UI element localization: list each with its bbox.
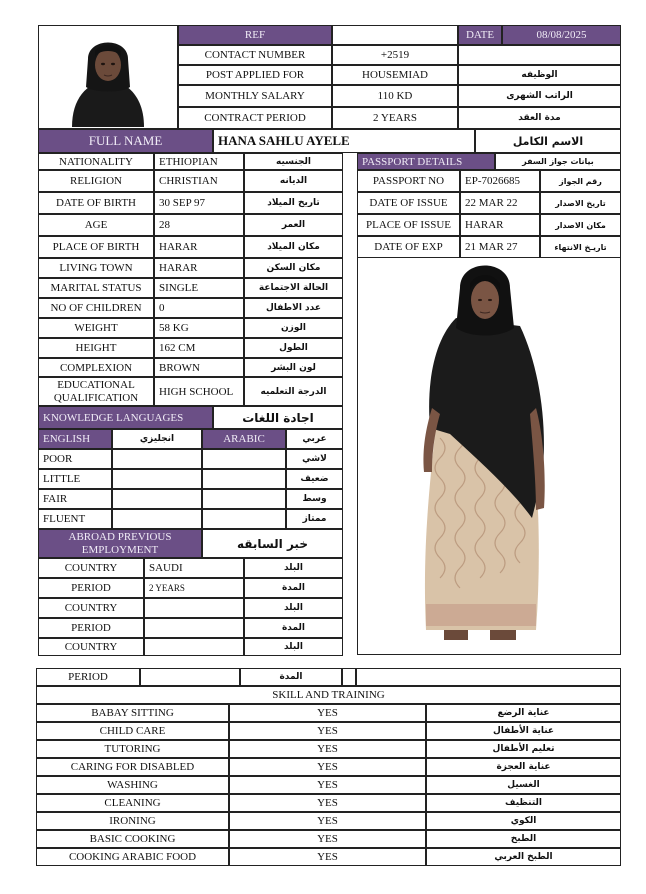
skill-arabic: عناية الأطفال <box>426 722 621 740</box>
skill-value: YES <box>229 776 426 794</box>
date-label: DATE <box>458 25 502 45</box>
header-row-value: 110 KD <box>332 85 458 107</box>
languages-label: KNOWLEDGE LANGUAGES <box>38 406 213 429</box>
personal-arabic: الجنسيه <box>244 153 343 170</box>
arabic-label: ARABIC <box>202 429 286 449</box>
table-cell <box>342 668 356 686</box>
language-level-arabic <box>202 449 286 469</box>
personal-label: DATE OF BIRTH <box>38 192 154 214</box>
header-row-arabic: مدة العقد <box>458 107 621 129</box>
arabic-arabic: عربي <box>286 429 343 449</box>
language-level-label: POOR <box>38 449 112 469</box>
language-level-ar: وسط <box>286 489 343 509</box>
passport-row-arabic: رقم الجواز <box>540 170 621 192</box>
personal-label: HEIGHT <box>38 338 154 358</box>
personal-value: CHRISTIAN <box>154 170 244 192</box>
language-level-ar: ضعيف <box>286 469 343 489</box>
skill-label: BASIC COOKING <box>36 830 229 848</box>
employment-row-label: COUNTRY <box>38 598 144 618</box>
language-level-ar: ممتاز <box>286 509 343 529</box>
employment-row-label: COUNTRY <box>38 558 144 578</box>
employment-row-value <box>144 618 244 638</box>
personal-value: 0 <box>154 298 244 318</box>
header-row-arabic: الوظيفه <box>458 65 621 85</box>
language-level-label: FLUENT <box>38 509 112 529</box>
skill-label: CHILD CARE <box>36 722 229 740</box>
personal-arabic: العمر <box>244 214 343 236</box>
personal-value: 28 <box>154 214 244 236</box>
skill-value: YES <box>229 758 426 776</box>
personal-value: BROWN <box>154 358 244 377</box>
employment-row-arabic: البلد <box>244 638 343 656</box>
employment-row-label: COUNTRY <box>38 638 144 656</box>
skill-arabic: التنظيف <box>426 794 621 812</box>
passport-row-arabic: تاريـخ الانتهاء <box>540 236 621 258</box>
personal-label: AGE <box>38 214 154 236</box>
passport-arabic: بيانات جواز السفر <box>495 153 621 170</box>
personal-value: HARAR <box>154 236 244 258</box>
employment-row-arabic: المدة <box>240 668 342 686</box>
personal-arabic: الطول <box>244 338 343 358</box>
personal-label: LIVING TOWN <box>38 258 154 278</box>
header-row-value: HOUSEMIAD <box>332 65 458 85</box>
language-level-english <box>112 449 202 469</box>
skill-label: CLEANING <box>36 794 229 812</box>
full-name-arabic: الاسم الكامل <box>475 129 621 153</box>
date-value: 08/08/2025 <box>502 25 621 45</box>
employment-row-label: PERIOD <box>36 668 140 686</box>
skill-value: YES <box>229 704 426 722</box>
employment-row-arabic: البلد <box>244 598 343 618</box>
skill-arabic: الطبخ <box>426 830 621 848</box>
personal-arabic: الوزن <box>244 318 343 338</box>
employment-arabic: خبر السابقه <box>202 529 343 558</box>
personal-value: SINGLE <box>154 278 244 298</box>
employment-row-value: SAUDI <box>144 558 244 578</box>
personal-arabic: الديانه <box>244 170 343 192</box>
personal-value: 162 CM <box>154 338 244 358</box>
skill-label: IRONING <box>36 812 229 830</box>
full-name-label: FULL NAME <box>38 129 213 153</box>
header-row-label: CONTRACT PERIOD <box>178 107 332 129</box>
personal-label: WEIGHT <box>38 318 154 338</box>
passport-label: PASSPORT DETAILS <box>357 153 495 170</box>
personal-arabic: تاريخ الميلاد <box>244 192 343 214</box>
personal-label: MARITAL STATUS <box>38 278 154 298</box>
skill-value: YES <box>229 812 426 830</box>
full-name-value: HANA SAHLU AYELE <box>213 129 475 153</box>
employment-row-label: PERIOD <box>38 578 144 598</box>
employment-row-label: PERIOD <box>38 618 144 638</box>
passport-row-label: DATE OF EXP <box>357 236 460 258</box>
skill-label: COOKING ARABIC FOOD <box>36 848 229 866</box>
passport-row-label: PLACE OF ISSUE <box>357 214 460 236</box>
personal-arabic: مكان السكن <box>244 258 343 278</box>
personal-label: NO OF CHILDREN <box>38 298 154 318</box>
personal-label: RELIGION <box>38 170 154 192</box>
skill-label: WASHING <box>36 776 229 794</box>
skills-title: SKILL AND TRAINING <box>36 686 621 704</box>
portrait-photo <box>58 27 158 127</box>
skill-label: TUTORING <box>36 740 229 758</box>
employment-row-arabic: المدة <box>244 618 343 638</box>
skill-value: YES <box>229 722 426 740</box>
language-level-english <box>112 509 202 529</box>
personal-value: 30 SEP 97 <box>154 192 244 214</box>
passport-row-label: PASSPORT NO <box>357 170 460 192</box>
header-row-arabic: الراتب الشهرى <box>458 85 621 107</box>
passport-row-value: EP-7026685 <box>460 170 540 192</box>
personal-arabic: عدد الاطفال <box>244 298 343 318</box>
skill-label: CARING FOR DISABLED <box>36 758 229 776</box>
language-level-english <box>112 469 202 489</box>
language-level-arabic <box>202 509 286 529</box>
ref-label: REF <box>178 25 332 45</box>
header-row-value: +2519 <box>332 45 458 65</box>
personal-arabic: لون البشر <box>244 358 343 377</box>
employment-row-value: 2 YEARS <box>144 578 244 598</box>
employment-row-value <box>140 668 240 686</box>
language-level-arabic <box>202 489 286 509</box>
full-body-photo <box>360 258 618 653</box>
skill-arabic: عناية الرضع <box>426 704 621 722</box>
table-cell <box>356 668 621 686</box>
header-row-arabic <box>458 45 621 65</box>
personal-arabic: مكان الميلاد <box>244 236 343 258</box>
languages-arabic: اجادة اللغات <box>213 406 343 429</box>
passport-row-label: DATE OF ISSUE <box>357 192 460 214</box>
header-row-label: CONTACT NUMBER <box>178 45 332 65</box>
language-level-label: LITTLE <box>38 469 112 489</box>
personal-value: ETHIOPIAN <box>154 153 244 170</box>
employment-row-value <box>144 598 244 618</box>
employment-label: ABROAD PREVIOUS EMPLOYMENT <box>38 529 202 558</box>
personal-label: COMPLEXION <box>38 358 154 377</box>
passport-row-value: 21 MAR 27 <box>460 236 540 258</box>
employment-row-arabic: البلد <box>244 558 343 578</box>
personal-arabic: الحالة الاجتماعة <box>244 278 343 298</box>
skill-arabic: الغسيل <box>426 776 621 794</box>
language-level-arabic <box>202 469 286 489</box>
skill-arabic: الطبخ العربي <box>426 848 621 866</box>
language-level-ar: لاشي <box>286 449 343 469</box>
header-row-label: POST APPLIED FOR <box>178 65 332 85</box>
personal-value: HARAR <box>154 258 244 278</box>
skill-arabic: تعليم الأطفال <box>426 740 621 758</box>
employment-row-value <box>144 638 244 656</box>
passport-row-value: 22 MAR 22 <box>460 192 540 214</box>
passport-row-arabic: تاريخ الاصدار <box>540 192 621 214</box>
skill-value: YES <box>229 794 426 812</box>
english-label: ENGLISH <box>38 429 112 449</box>
english-arabic: انجليزي <box>112 429 202 449</box>
personal-value: 58 KG <box>154 318 244 338</box>
skill-arabic: الكوي <box>426 812 621 830</box>
skill-value: YES <box>229 830 426 848</box>
header-row-value: 2 YEARS <box>332 107 458 129</box>
ref-value <box>332 25 458 45</box>
header-row-label: MONTHLY SALARY <box>178 85 332 107</box>
employment-row-arabic: المدة <box>244 578 343 598</box>
language-level-label: FAIR <box>38 489 112 509</box>
skill-label: BABAY SITTING <box>36 704 229 722</box>
skill-arabic: عناية العجزة <box>426 758 621 776</box>
personal-arabic: الدرجة التعلميه <box>244 377 343 406</box>
personal-label: NATIONALITY <box>38 153 154 170</box>
personal-value: HIGH SCHOOL <box>154 377 244 406</box>
personal-label: PLACE OF BIRTH <box>38 236 154 258</box>
passport-row-value: HARAR <box>460 214 540 236</box>
skill-value: YES <box>229 848 426 866</box>
passport-row-arabic: مكان الاصدار <box>540 214 621 236</box>
skill-value: YES <box>229 740 426 758</box>
personal-label: EDUCATIONAL QUALIFICATION <box>38 377 154 406</box>
language-level-english <box>112 489 202 509</box>
